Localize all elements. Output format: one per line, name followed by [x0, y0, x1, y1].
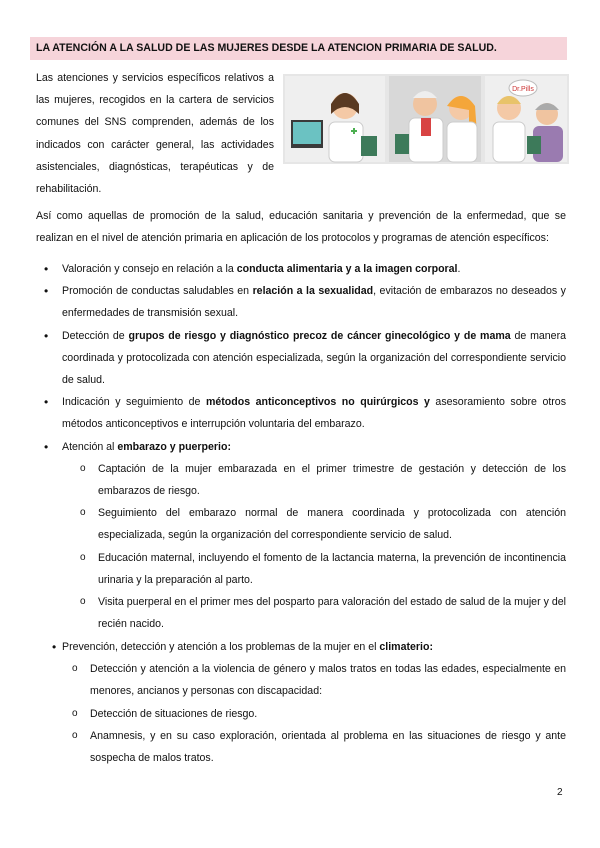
list-item: • Valoración y consejo en relación a la conducta alimentaria y a la imagen corporal.	[36, 258, 566, 280]
list-item: • Promoción de conductas saludables en relación a la sexualidad, evitación de embarazos no deseados y enfermedades de transmisión sexual.	[36, 280, 566, 324]
sublist-item: o Seguimiento del embarazo normal de manera coordinada y protocolizada con atención especializada, según la organización del correspondiente servicio de salud.	[62, 502, 566, 546]
list-item: • Prevención, detección y atención a los problemas de la mujer en el climaterio: o Detección y atención a la violencia de género y malos tratos en todas las edades, especialmente en menores, ancianos y personas con discapacidad: o Detección de situaciones de riesgo. o Anamnesis, y en su caso exploración, orientada al problema en las situaciones de riesgo y ante sospecha de malos tratos.	[46, 636, 566, 769]
doctors-illustration	[283, 74, 569, 164]
climaterio-list	[46, 636, 566, 769]
services-list	[36, 258, 566, 635]
list-item: • Atención al embarazo y puerperio: o Captación de la mujer embarazada en el primer trimestre de gestación y detección de los embarazos de riesgo. o Seguimiento del embarazo normal de manera coordinada y protocolizada con atención especializada, según la organización del correspondiente servicio de salud. o Educación maternal, incluyendo el fomento de la lactancia materna, la prevención de incontinencia urinaria y la preparación al parto. o Visita puerperal en el primer mes del posparto para valoración del estado de salud de la mujer y del recién nacido.	[36, 436, 566, 636]
doctor-male-icon	[389, 76, 481, 162]
pregnancy-sublist	[62, 458, 566, 636]
list-item: • Detección de grupos de riesgo y diagnóstico precoz de cáncer ginecológico y de mama de manera coordinada y protocolizada con atención especializada, según la organización del correspondiente servicio de salud.	[36, 325, 566, 392]
section-heading: LA ATENCIÓN A LA SALUD DE LAS MUJERES DESDE LA ATENCION PRIMARIA DE SALUD.	[30, 37, 567, 60]
sublist-item: o Anamnesis, y en su caso exploración, orientada al problema en las situaciones de riesgo y ante sospecha de malos tratos.	[62, 725, 566, 769]
page-number: 2	[557, 787, 563, 798]
doctor-patient-icon	[485, 76, 567, 162]
speech-bubble-text: Dr.Pills	[512, 86, 534, 93]
doctor-female-icon	[285, 76, 385, 162]
sublist-item: o Detección de situaciones de riesgo.	[62, 703, 566, 725]
sublist-item: o Captación de la mujer embarazada en el primer trimestre de gestación y detección de los embarazos de riesgo.	[62, 458, 566, 502]
list-item: • Indicación y seguimiento de métodos anticonceptivos no quirúrgicos y asesoramiento sobre otros métodos anticonceptivos e interrupción voluntaria del embarazo.	[36, 391, 566, 435]
promotion-paragraph: Así como aquellas de promoción de la salud, educación sanitaria y prevención de la enfermedad, que se realizan en el nivel de atención primaria en aplicación de los protocolos y programas de atención específicos:	[36, 210, 566, 245]
sublist-item: o Visita puerperal en el primer mes del posparto para valoración del estado de salud de la mujer y del recién nacido.	[62, 591, 566, 635]
sublist-item: o Detección y atención a la violencia de género y malos tratos en todas las edades, especialmente en menores, ancianos y personas con discapacidad:	[62, 658, 566, 702]
intro-paragraph: Las atenciones y servicios específicos relativos a las mujeres, recogidos en la cartera de servicios comunes del SNS comprenden, además de los indicados con carácter general, las actividades asistenciales, diagnósticas, terapéuticas y de rehabilitación.	[36, 72, 274, 196]
climaterio-sublist	[62, 658, 566, 769]
sublist-item: o Educación maternal, incluyendo el fomento de la lactancia materna, la prevención de incontinencia urinaria y la preparación al parto.	[62, 547, 566, 591]
